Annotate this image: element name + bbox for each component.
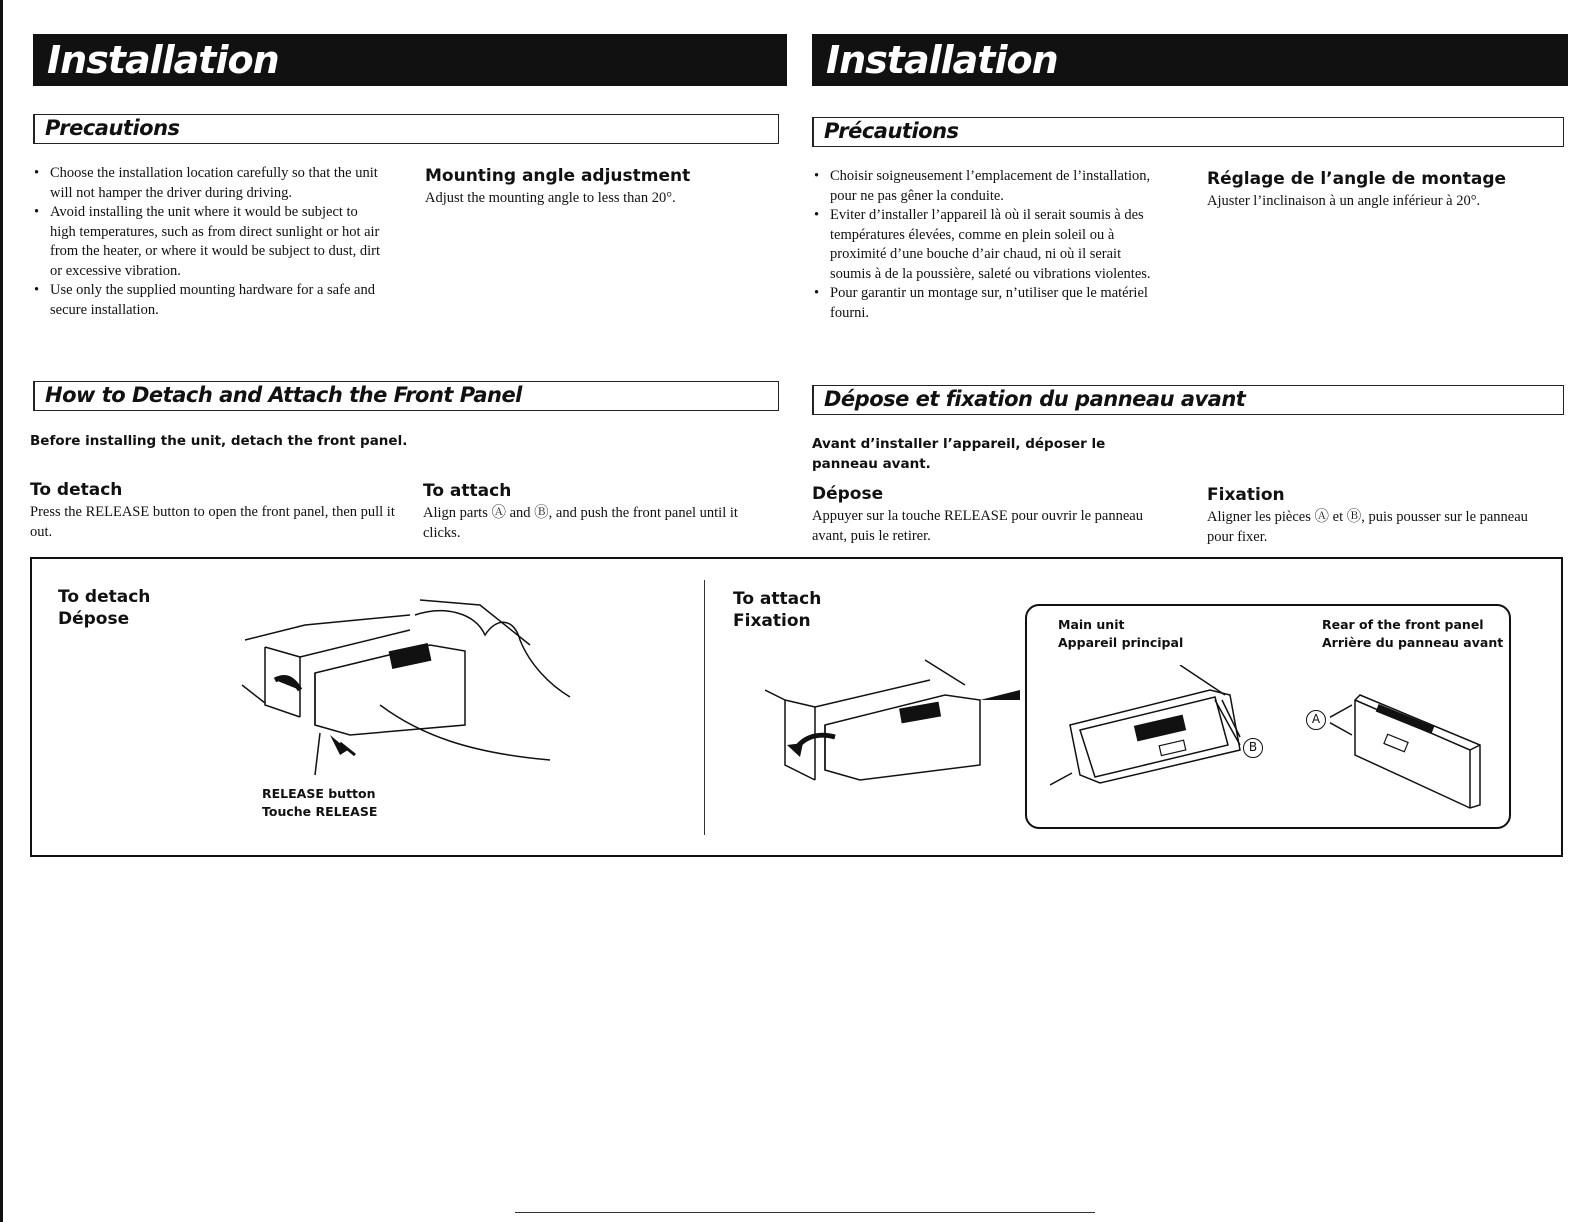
marker-a	[1306, 710, 1326, 730]
main-unit-illustration	[1050, 665, 1270, 805]
rear-panel-caption-en: Rear of the front panel	[1322, 617, 1484, 632]
bottom-rule	[515, 1212, 1095, 1213]
panel-intro-fr: Avant d’installer l’appareil, déposer le panneau avant.	[812, 436, 1106, 472]
mounting-text-fr: Ajuster l’inclinaison à un angle inférieur à 20°.	[1207, 193, 1481, 209]
detach-heading-fr: Dépose	[812, 484, 884, 504]
attach-heading-en: To attach	[423, 481, 512, 501]
marker-a-label: A	[1311, 712, 1321, 726]
list-item: • Choose the installation location carefully so that the unit will not hamper the driver during driving.	[32, 164, 384, 203]
precautions-heading-en: Precautions	[33, 114, 779, 144]
fig-detach-label-fr: Dépose	[58, 609, 130, 629]
fig-attach-label-fr: Fixation	[733, 611, 811, 631]
detach-heading-en: To detach	[30, 480, 123, 500]
banner-fr: Installation	[812, 34, 1568, 86]
detach-text-fr: Appuyer sur la touche RELEASE pour ouvrir le panneau avant, puis le retirer.	[812, 508, 1143, 544]
panel-heading-fr: Dépose et fixation du panneau avant	[812, 385, 1564, 415]
rear-panel-illustration	[1330, 690, 1500, 820]
marker-b-label: B	[1248, 740, 1258, 754]
banner-en: Installation	[33, 34, 787, 86]
mounting-heading-fr: Réglage de l’angle de montage	[1207, 169, 1507, 189]
attach-text-en: Align parts Ⓐ and Ⓑ, and push the front panel until it clicks.	[423, 505, 738, 541]
attach-heading-fr: Fixation	[1207, 485, 1285, 505]
release-caption-en: RELEASE button	[262, 786, 376, 801]
list-item: • Avoid installing the unit where it would be subject to high temperatures, such as from direct sunlight or hot air from the heater, or where it would be subject to dust, dirt or excessive vibration.	[32, 203, 384, 281]
precautions-heading-fr: Précautions	[812, 117, 1564, 147]
illustration-divider	[704, 580, 705, 835]
list-item: • Choisir soigneusement l’emplacement de l’installation, pour ne pas gêner la conduite.	[812, 167, 1164, 206]
mounting-text-en: Adjust the mounting angle to less than 20°.	[425, 190, 676, 206]
precautions-list-en	[32, 164, 384, 320]
panel-intro-en: Before installing the unit, detach the front panel.	[30, 433, 408, 449]
mounting-heading-en: Mounting angle adjustment	[425, 166, 691, 186]
fig-detach-label-en: To detach	[58, 587, 151, 607]
fig-attach-label-en: To attach	[733, 589, 822, 609]
list-item: • Pour garantir un montage sur, n’utiliser que le matériel fourni.	[812, 284, 1164, 323]
rear-panel-caption-fr: Arrière du panneau avant	[1322, 635, 1504, 650]
precautions-list-fr	[812, 167, 1164, 323]
attach-text-fr: Aligner les pièces Ⓐ et Ⓑ, puis pousser sur le panneau pour fixer.	[1207, 509, 1528, 545]
marker-b	[1243, 738, 1263, 758]
release-caption-fr: Touche RELEASE	[262, 804, 378, 819]
detach-text-en: Press the RELEASE button to open the front panel, then pull it out.	[30, 504, 395, 540]
main-unit-caption-en: Main unit	[1058, 617, 1125, 632]
list-item: • Eviter d’installer l’appareil là où il serait soumis à des températures élevées, comme en plein soleil ou à proximité d’une bouche d’air chaud, ni où il serait soumis à de la poussière, saleté ou vibrations violentes.	[812, 206, 1164, 284]
attach-illustration	[765, 655, 1035, 795]
main-unit-caption-fr: Appareil principal	[1058, 635, 1184, 650]
left-scan-edge	[0, 0, 3, 1222]
panel-heading-en: How to Detach and Attach the Front Panel	[33, 381, 779, 411]
list-item: • Use only the supplied mounting hardware for a safe and secure installation.	[32, 281, 384, 320]
detach-illustration	[230, 585, 590, 785]
